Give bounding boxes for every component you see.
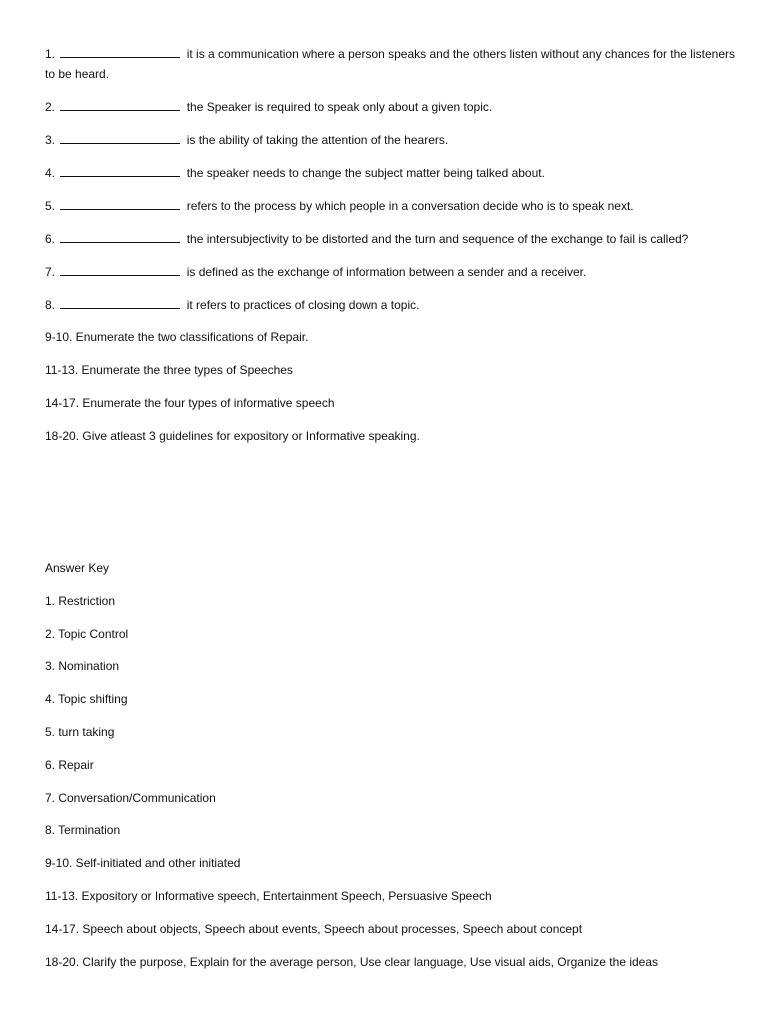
answer-14-17: 14-17. Speech about objects, Speech about events, Speech about processes, Speech about concept [45,922,583,936]
question-number: 6. [45,232,56,246]
question-number: 7. [45,265,56,279]
question-5 [45,196,735,216]
question-3 [45,130,735,150]
answer-blank [60,100,180,111]
answer-blank [60,265,180,276]
question-2 [45,97,735,117]
question-7 [45,262,735,282]
question-text: is the ability of taking the attention of the hearers. [186,133,449,147]
question-number: 1. [45,47,56,61]
answer-1: 1. Restriction [45,594,116,608]
answer-blank [60,199,180,210]
answer-9-10: 9-10. Self-initiated and other initiated [45,856,241,870]
enumeration-9-10: 9-10. Enumerate the two classifications of Repair. [45,330,309,344]
question-text: the Speaker is required to speak only about a given topic. [186,100,493,114]
answer-18-20: 18-20. Clarify the purpose, Explain for the average person, Use clear language, Use visual aids, Organize the ideas [45,955,659,969]
answer-11-13: 11-13. Expository or Informative speech, Entertainment Speech, Persuasive Speech [45,889,492,903]
question-number: 3. [45,133,56,147]
enumeration-18-20: 18-20. Give atleast 3 guidelines for expository or Informative speaking. [45,429,420,443]
question-text: it refers to practices of closing down a topic. [186,298,420,312]
answer-6: 6. Repair [45,758,94,772]
answer-key-title: Answer Key [45,561,110,575]
answer-blank [60,47,180,58]
question-text: the intersubjectivity to be distorted and the turn and sequence of the exchange to fail is called? [186,232,689,246]
question-number: 4. [45,166,56,180]
question-8 [45,295,735,315]
question-text: it is a communication where a person speaks and the others listen without any chances for the listeners to be heard. [45,47,735,81]
answer-7: 7. Conversation/Communication [45,791,216,805]
question-text: the speaker needs to change the subject matter being talked about. [186,166,545,180]
question-number: 8. [45,298,56,312]
answer-8: 8. Termination [45,823,121,837]
question-number: 5. [45,199,56,213]
answer-5: 5. turn taking [45,725,115,739]
question-text: refers to the process by which people in a conversation decide who is to speak next. [186,199,634,213]
enumeration-14-17: 14-17. Enumerate the four types of informative speech [45,396,335,410]
answer-3: 3. Nomination [45,659,120,673]
answer-blank [60,166,180,177]
answer-4: 4. Topic shifting [45,692,128,706]
question-text: is defined as the exchange of information between a sender and a receiver. [186,265,587,279]
answer-blank [60,298,180,309]
question-4 [45,163,735,183]
question-number: 2. [45,100,56,114]
answer-2: 2. Topic Control [45,627,129,641]
answer-blank [60,133,180,144]
question-1 [45,44,735,84]
answer-blank [60,232,180,243]
question-6 [45,229,735,249]
enumeration-11-13: 11-13. Enumerate the three types of Speeches [45,363,293,377]
